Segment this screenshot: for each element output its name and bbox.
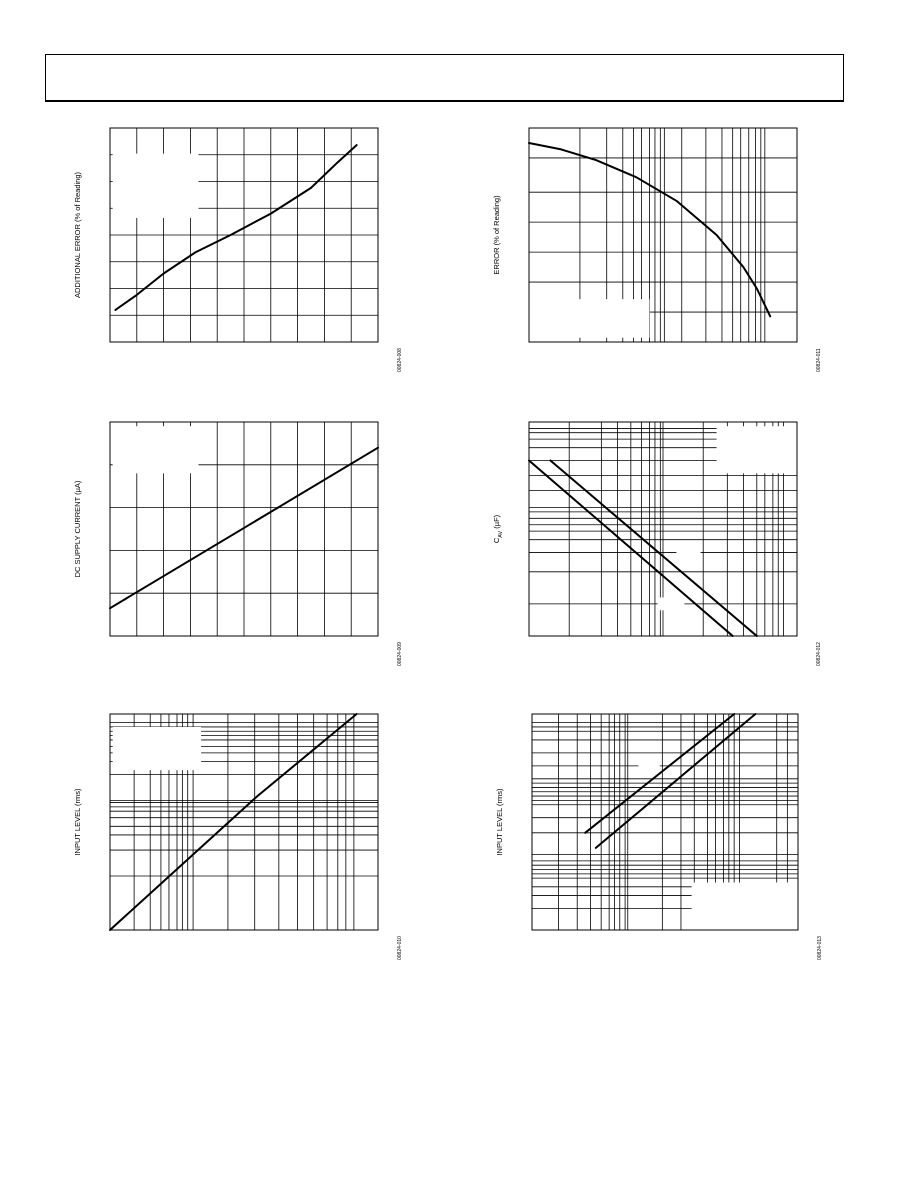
chart2-svg — [487, 118, 847, 378]
chart1-legend-area-0 — [113, 154, 199, 218]
chart5-container — [68, 706, 488, 986]
chart4-figure-id: 00824-012 — [816, 642, 822, 666]
chart6-legend-area-1 — [638, 757, 659, 772]
chart5-svg — [68, 706, 428, 966]
chart2-container — [487, 118, 907, 398]
chart4-container — [487, 412, 907, 692]
chart6-series-0-line — [585, 714, 734, 833]
chart3-legend-area-0 — [113, 426, 199, 473]
page-header — [45, 54, 844, 102]
chart5-y-axis-label: INPUT LEVEL (rms) — [73, 788, 82, 856]
chart4-y-axis-label: $C_{AV}$ (µF) — [492, 514, 504, 544]
chart5-figure-id: 00824-010 — [397, 936, 403, 960]
chart6-legend-area-0 — [692, 882, 798, 930]
chart1-y-axis-label: ADDITIONAL ERROR (% of Reading) — [73, 171, 82, 299]
chart1-container — [68, 118, 488, 398]
chart4-legend-area-1 — [676, 542, 700, 555]
chart3-container — [68, 412, 488, 692]
chart3-figure-id: 00824-009 — [397, 642, 403, 666]
chart6-container — [487, 706, 907, 986]
chart2-y-axis-label: ERROR (% of Reading) — [492, 195, 501, 275]
chart1-figure-id: 00824-008 — [397, 348, 403, 372]
chart3-svg — [68, 412, 428, 672]
chart4-svg — [487, 412, 847, 672]
chart5-legend-area-0 — [113, 727, 201, 770]
chart6-svg — [487, 706, 847, 966]
chart1-svg — [68, 118, 428, 378]
chart6-y-axis-label: INPUT LEVEL (rms) — [495, 788, 504, 856]
chart2-figure-id: 00824-011 — [816, 348, 822, 372]
chart4-series-1-line — [550, 461, 756, 637]
chart4-legend-area-2 — [658, 597, 685, 610]
chart3-y-axis-label: DC SUPPLY CURRENT (µA) — [73, 480, 82, 578]
chart4-legend-area-0 — [717, 426, 803, 473]
chart2-legend-area-0 — [529, 299, 650, 338]
chart6-figure-id: 00824-013 — [817, 936, 823, 960]
